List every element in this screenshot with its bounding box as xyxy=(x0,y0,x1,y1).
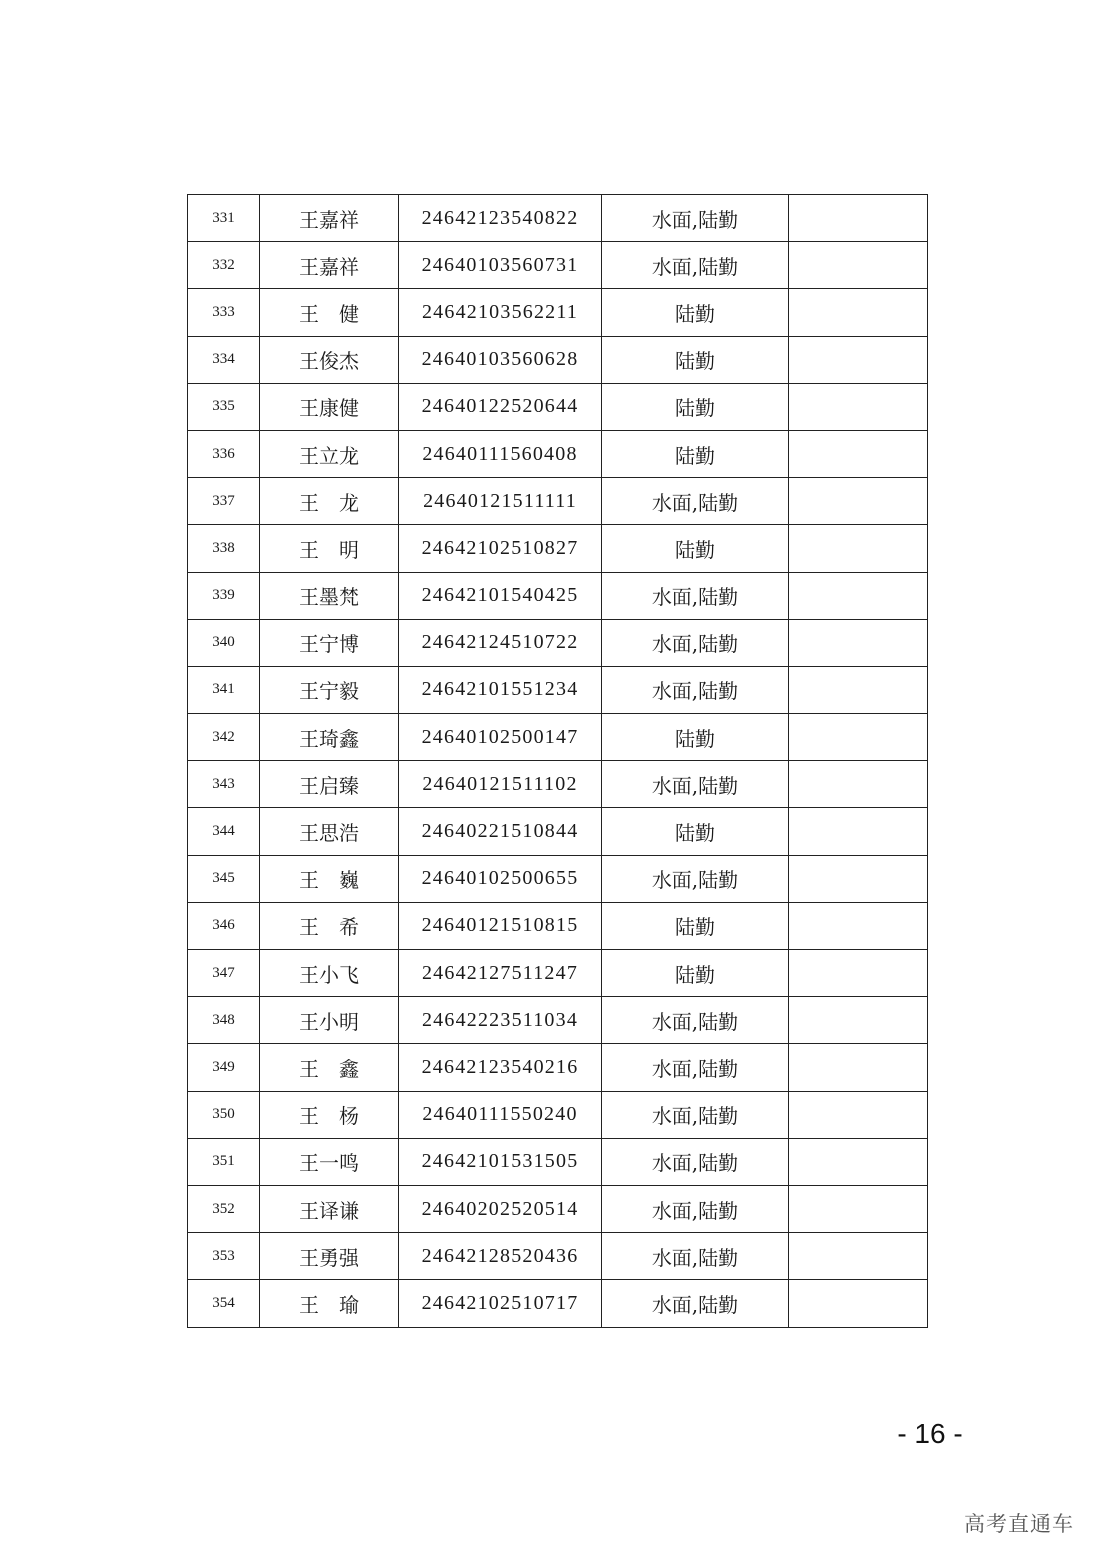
watermark-text: 高考直通车 xyxy=(964,1512,1074,1536)
note-cell xyxy=(789,1185,928,1232)
candidate-id: 24640111560408 xyxy=(399,430,602,477)
candidate-id: 24642128520436 xyxy=(399,1233,602,1280)
candidate-name: 王琦鑫 xyxy=(260,714,399,761)
note-cell xyxy=(789,1233,928,1280)
table-row xyxy=(188,383,928,430)
candidate-name: 王 巍 xyxy=(260,855,399,902)
candidate-name: 王墨梵 xyxy=(260,572,399,619)
row-number: 346 xyxy=(188,902,260,949)
row-number: 350 xyxy=(188,1091,260,1138)
category: 水面,陆勤 xyxy=(602,1138,789,1185)
roster-table-body xyxy=(188,195,928,1328)
table-row xyxy=(188,478,928,525)
candidate-id: 24640121511102 xyxy=(399,761,602,808)
table-row xyxy=(188,714,928,761)
category: 水面,陆勤 xyxy=(602,572,789,619)
table-row xyxy=(188,997,928,1044)
note-cell xyxy=(789,808,928,855)
page-number: - 16 - xyxy=(897,1418,963,1449)
note-cell xyxy=(789,430,928,477)
candidate-id: 24640122520644 xyxy=(399,383,602,430)
category: 陆勤 xyxy=(602,430,789,477)
candidate-name: 王 龙 xyxy=(260,478,399,525)
category: 水面,陆勤 xyxy=(602,997,789,1044)
candidate-id: 24640121511111 xyxy=(399,478,602,525)
candidate-id: 24642101551234 xyxy=(399,666,602,713)
candidate-id: 24640102500655 xyxy=(399,855,602,902)
candidate-id: 24642101540425 xyxy=(399,572,602,619)
candidate-name: 王思浩 xyxy=(260,808,399,855)
row-number: 337 xyxy=(188,478,260,525)
candidate-name: 王小明 xyxy=(260,997,399,1044)
table-row xyxy=(188,195,928,242)
row-number: 345 xyxy=(188,855,260,902)
candidate-id: 24642102510717 xyxy=(399,1280,602,1327)
candidate-id: 24642127511247 xyxy=(399,950,602,997)
candidate-id: 24640102500147 xyxy=(399,714,602,761)
note-cell xyxy=(789,242,928,289)
candidate-name: 王立龙 xyxy=(260,430,399,477)
table-row xyxy=(188,1138,928,1185)
row-number: 342 xyxy=(188,714,260,761)
table-row xyxy=(188,855,928,902)
table-row xyxy=(188,619,928,666)
category: 水面,陆勤 xyxy=(602,1091,789,1138)
candidate-name: 王小飞 xyxy=(260,950,399,997)
candidate-id: 24640103560731 xyxy=(399,242,602,289)
category: 水面,陆勤 xyxy=(602,478,789,525)
candidate-name: 王 瑜 xyxy=(260,1280,399,1327)
table-row xyxy=(188,289,928,336)
category: 水面,陆勤 xyxy=(602,1044,789,1091)
row-number: 352 xyxy=(188,1185,260,1232)
row-number: 339 xyxy=(188,572,260,619)
category: 陆勤 xyxy=(602,950,789,997)
candidate-name: 王 杨 xyxy=(260,1091,399,1138)
note-cell xyxy=(789,950,928,997)
candidate-name: 王康健 xyxy=(260,383,399,430)
note-cell xyxy=(789,1044,928,1091)
category: 水面,陆勤 xyxy=(602,195,789,242)
row-number: 336 xyxy=(188,430,260,477)
candidate-id: 24642101531505 xyxy=(399,1138,602,1185)
row-number: 333 xyxy=(188,289,260,336)
category: 水面,陆勤 xyxy=(602,761,789,808)
candidate-name: 王勇强 xyxy=(260,1233,399,1280)
note-cell xyxy=(789,761,928,808)
table-row xyxy=(188,525,928,572)
candidate-id: 24640103560628 xyxy=(399,336,602,383)
note-cell xyxy=(789,997,928,1044)
table-row xyxy=(188,761,928,808)
category: 水面,陆勤 xyxy=(602,1185,789,1232)
candidate-name: 王嘉祥 xyxy=(260,242,399,289)
note-cell xyxy=(789,666,928,713)
candidate-id: 24642103562211 xyxy=(399,289,602,336)
category: 水面,陆勤 xyxy=(602,1280,789,1327)
category: 水面,陆勤 xyxy=(602,1233,789,1280)
category: 水面,陆勤 xyxy=(602,855,789,902)
candidate-name: 王 明 xyxy=(260,525,399,572)
note-cell xyxy=(789,572,928,619)
table-row xyxy=(188,950,928,997)
candidate-id: 24640111550240 xyxy=(399,1091,602,1138)
candidate-id: 24642102510827 xyxy=(399,525,602,572)
row-number: 344 xyxy=(188,808,260,855)
note-cell xyxy=(789,855,928,902)
table-row xyxy=(188,430,928,477)
candidate-id: 24640221510844 xyxy=(399,808,602,855)
category: 陆勤 xyxy=(602,714,789,761)
row-number: 331 xyxy=(188,195,260,242)
candidate-name: 王嘉祥 xyxy=(260,195,399,242)
row-number: 335 xyxy=(188,383,260,430)
candidate-id: 24642124510722 xyxy=(399,619,602,666)
row-number: 341 xyxy=(188,666,260,713)
candidate-name: 王宁毅 xyxy=(260,666,399,713)
table-row xyxy=(188,572,928,619)
category: 陆勤 xyxy=(602,383,789,430)
candidate-name: 王译谦 xyxy=(260,1185,399,1232)
table-row xyxy=(188,242,928,289)
candidate-name: 王宁博 xyxy=(260,619,399,666)
table-row xyxy=(188,666,928,713)
note-cell xyxy=(789,902,928,949)
row-number: 349 xyxy=(188,1044,260,1091)
row-number: 332 xyxy=(188,242,260,289)
note-cell xyxy=(789,383,928,430)
category: 陆勤 xyxy=(602,289,789,336)
row-number: 353 xyxy=(188,1233,260,1280)
category: 陆勤 xyxy=(602,525,789,572)
candidate-id: 24640202520514 xyxy=(399,1185,602,1232)
category: 水面,陆勤 xyxy=(602,242,789,289)
row-number: 347 xyxy=(188,950,260,997)
table-row xyxy=(188,808,928,855)
category: 水面,陆勤 xyxy=(602,619,789,666)
candidate-name: 王 健 xyxy=(260,289,399,336)
candidate-name: 王一鸣 xyxy=(260,1138,399,1185)
category: 水面,陆勤 xyxy=(602,666,789,713)
table-row xyxy=(188,336,928,383)
category: 陆勤 xyxy=(602,336,789,383)
candidate-id: 24640121510815 xyxy=(399,902,602,949)
table-row xyxy=(188,1280,928,1327)
candidate-name: 王启臻 xyxy=(260,761,399,808)
note-cell xyxy=(789,1280,928,1327)
row-number: 348 xyxy=(188,997,260,1044)
note-cell xyxy=(789,525,928,572)
note-cell xyxy=(789,714,928,761)
note-cell xyxy=(789,336,928,383)
candidate-id: 24642123540216 xyxy=(399,1044,602,1091)
table-row xyxy=(188,902,928,949)
row-number: 351 xyxy=(188,1138,260,1185)
category: 陆勤 xyxy=(602,902,789,949)
roster-table xyxy=(187,194,928,1328)
category: 陆勤 xyxy=(602,808,789,855)
candidate-name: 王 鑫 xyxy=(260,1044,399,1091)
candidate-name: 王 希 xyxy=(260,902,399,949)
note-cell xyxy=(789,289,928,336)
table-row xyxy=(188,1185,928,1232)
note-cell xyxy=(789,1091,928,1138)
note-cell xyxy=(789,478,928,525)
candidate-id: 24642223511034 xyxy=(399,997,602,1044)
row-number: 334 xyxy=(188,336,260,383)
table-row xyxy=(188,1044,928,1091)
candidate-name: 王俊杰 xyxy=(260,336,399,383)
table-row xyxy=(188,1233,928,1280)
row-number: 343 xyxy=(188,761,260,808)
row-number: 340 xyxy=(188,619,260,666)
row-number: 338 xyxy=(188,525,260,572)
note-cell xyxy=(789,619,928,666)
candidate-id: 24642123540822 xyxy=(399,195,602,242)
table-row xyxy=(188,1091,928,1138)
note-cell xyxy=(789,1138,928,1185)
row-number: 354 xyxy=(188,1280,260,1327)
note-cell xyxy=(789,195,928,242)
